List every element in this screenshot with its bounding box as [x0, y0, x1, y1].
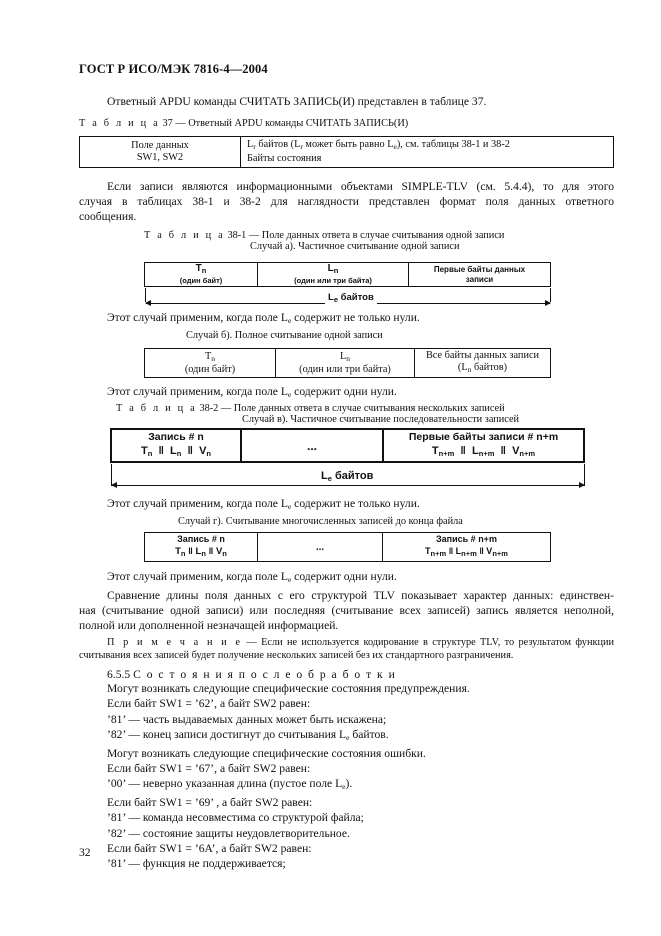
- table-38-2-caption: Т а б л и ц а 38-2 — Поле данных ответа в случае считывания нескольких записей: [116, 403, 505, 414]
- case-a-length-cell: $L_n$ (один или три байта): [258, 263, 409, 287]
- case-a-note: Этот случай применим, когда поле $L_e$ содержит не только нули.: [107, 311, 420, 325]
- case-d-ellipsis-cell: ...: [258, 533, 383, 562]
- case-b-title: Случай б). Полное считывание одной записи: [186, 330, 383, 341]
- case-c-note: Этот случай применим, когда поле $L_e$ содержит не только нули.: [107, 497, 420, 511]
- section-heading: 6.5.5 С о с т о я н и я п о с л е о б р а б о т к и: [107, 668, 397, 681]
- case-c-title: Случай в). Частичное считывание последовательности записей: [242, 414, 520, 425]
- section-line: Могут возникать следующие специфические состояния предупреждения.: [107, 682, 470, 695]
- table-38-1-caption: Т а б л и ц а 38-1 — Поле данных ответа в случае считывания одной записи: [144, 230, 505, 241]
- intro-paragraph: Ответный APDU команды СЧИТАТЬ ЗАПИСЬ(И) представлен в таблице 37.: [107, 95, 487, 108]
- case-a-title: Случай а). Частичное считывание одной записи: [250, 241, 460, 252]
- case-b-tag-cell: $T_n$ (один байт): [145, 349, 276, 378]
- document-header: ГОСТ Р ИСО/МЭК 7816-4—2004: [79, 62, 268, 76]
- table-37-left-cell: Поле данных SW1, SW2: [80, 137, 241, 168]
- section-line: ’82’ — состояние защиты неудовлетворительное.: [107, 826, 350, 840]
- note-paragraph: П р и м е ч а н и е — Если не используется кодирование в структуре TLV, то результатом функции считывания всех записей будет получение нескольких записей без их стандартного разграничения.: [79, 637, 614, 661]
- case-d-table: [144, 532, 551, 562]
- table-37: [79, 136, 614, 168]
- case-b-length-cell: $L_n$ (один или три байта): [276, 349, 415, 378]
- case-a-span-label: $L_e$ байтов: [325, 292, 377, 304]
- case-c-span-label: $L_e$ байтов: [318, 470, 376, 483]
- case-c-ellipsis-cell: ...: [241, 429, 383, 462]
- case-b-note: Этот случай применим, когда поле $L_e$ содержит одни нули.: [107, 385, 397, 399]
- case-b-data-cell: Все байты данных записи ($L_n$ байтов): [415, 349, 551, 378]
- comparison-paragraph: Сравнение длины поля данных с его структурой TLV показывает характер данных: единствен- ная (считывание одной записи) или последняя (считывание всех записей) запись является неполной, полной или дополненной незначащей информацией.: [79, 589, 614, 632]
- section-line: Если байт SW1 = ’6A’, а байт SW2 равен:: [107, 842, 312, 856]
- section-line: ’82’ — конец записи достигнут до считывания $L_e$ байтов.: [107, 728, 389, 743]
- case-a-tag-cell: $T_n$ (один байт): [145, 263, 258, 287]
- section-line: ’81’ — команда несовместима со структурой файла;: [107, 811, 364, 825]
- case-a-table: [144, 262, 551, 287]
- case-c-span-arrow: [112, 485, 584, 486]
- section-line: Могут возникать следующие специфические состояния ошибки.: [107, 746, 426, 760]
- case-d-record-n-cell: Запись # n $T_n$ ‖ $L_n$ ‖ $V_n$: [145, 533, 258, 562]
- table-37-right-cell: $L_r$ байтов ($L_r$ может быть равно $L_e$), см. таблицы 38-1 и 38-2 Байты состояния: [241, 137, 614, 168]
- table-37-caption: Т а б л и ц а 37 — Ответный APDU команды СЧИТАТЬ ЗАПИСЬ(И): [79, 118, 409, 129]
- case-c-record-nm-cell: Первые байты записи # n+m $T_{n+m}$ ‖ $L_{n+m}$ ‖ $V_{n+m}$: [383, 429, 584, 462]
- simple-tlv-paragraph: Если записи являются информационными объектами SIMPLE-TLV (см. 5.4.4), то для этого случая в таблицах 38-1 и 38-2 для наглядности представлен формат поля данных ответного сообщения.: [79, 180, 614, 223]
- section-line: ’81’ — функция не поддерживается;: [107, 857, 286, 871]
- section-body: [107, 681, 470, 872]
- page-number: 32: [79, 846, 91, 859]
- section-line: Если байт SW1 = ’69’ , а байт SW2 равен:: [107, 795, 313, 809]
- case-c-record-n-cell: Запись # n $T_n$ ‖ $L_n$ ‖ $V_n$: [111, 429, 241, 462]
- section-line: ’81’ — часть выдаваемых данных может быть искажена;: [107, 712, 387, 726]
- case-d-note: Этот случай применим, когда поле $L_e$ содержит одни нули.: [107, 570, 397, 584]
- case-a-data-cell: Первые байты данных записи: [409, 263, 551, 287]
- case-c-table: [110, 428, 585, 463]
- case-b-table: [144, 348, 551, 378]
- section-line: Если байт SW1 = ’62’, а байт SW2 равен:: [107, 697, 311, 711]
- case-d-record-nm-cell: Запись # n+m $T_{n+m}$ ‖ $L_{n+m}$ ‖ $V_{n+m}$: [383, 533, 551, 562]
- section-line: Если байт SW1 = ’67’, а байт SW2 равен:: [107, 762, 311, 776]
- case-d-title: Случай г). Считывание многочисленных записей до конца файла: [178, 516, 463, 527]
- section-line: ’00’ — неверно указанная длина (пустое поле $L_e$).: [107, 777, 353, 792]
